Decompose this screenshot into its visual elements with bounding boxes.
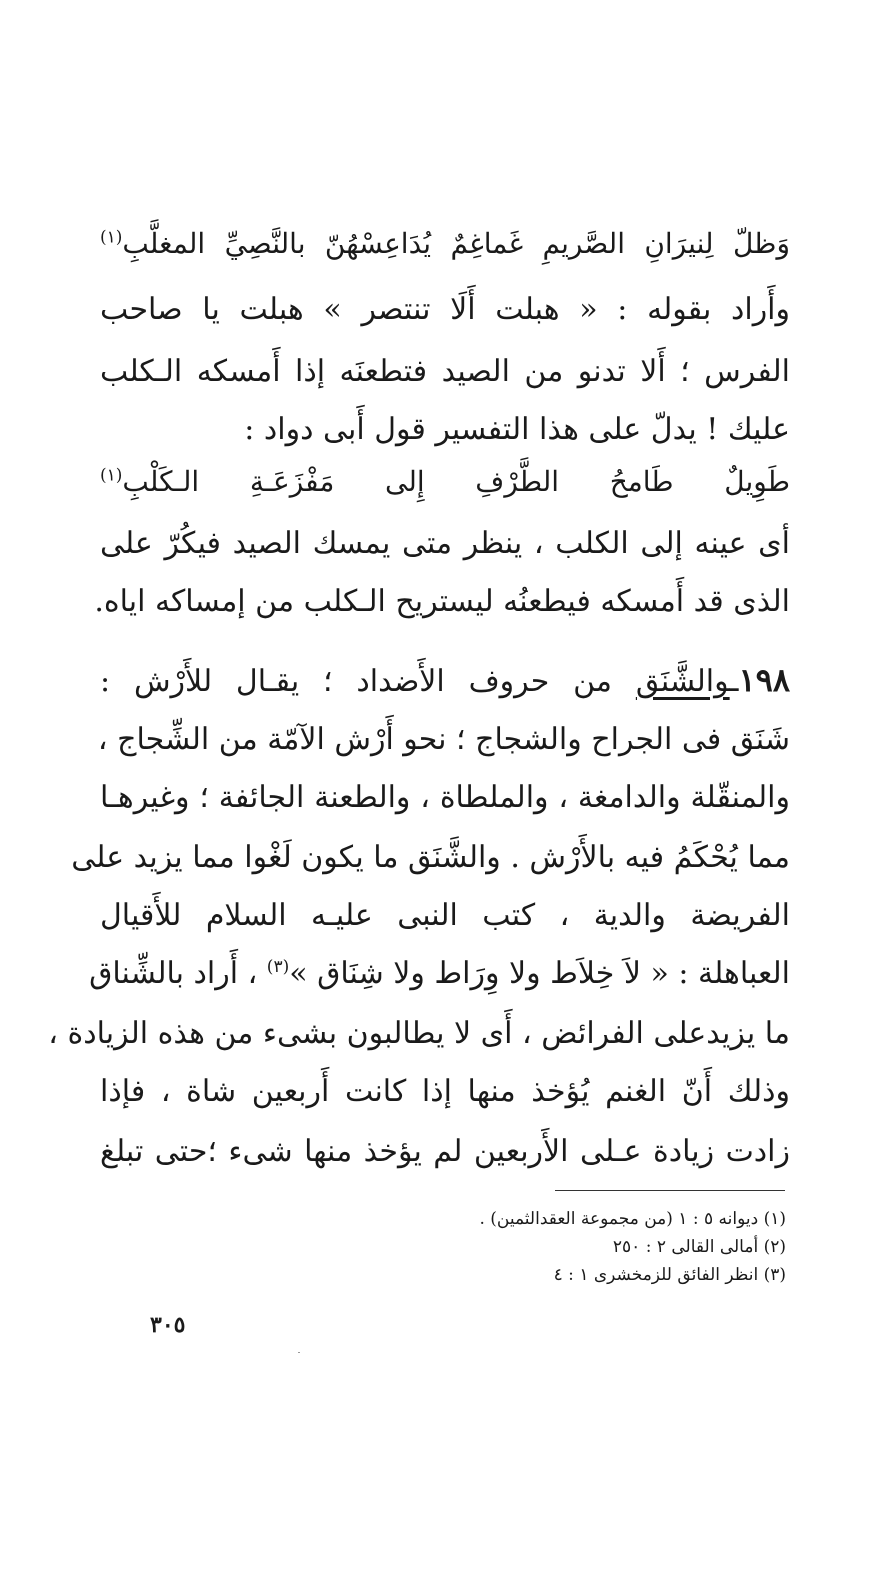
- line-text: مما يُحْكَمُ فيه بالأَرْش . والشَّنَق ما يكون لَغْوا مما يزيد على: [71, 840, 790, 875]
- text-line: [97, 718, 790, 762]
- line-text: الفرس ؛ أَلا تدنو من الصيد فتطعنَه إذا أَمسكه الـكلب: [100, 354, 790, 389]
- line-text: وأَراد بقوله : « هبلت أَلَا تنتصر » هبلت يا صاحب: [100, 292, 790, 327]
- text-line: [89, 952, 790, 996]
- entry-head-word: والشَّنَق: [635, 664, 730, 699]
- verse-line: [100, 222, 790, 266]
- text-line: [100, 1070, 790, 1114]
- line-text: الذى قد أَمسكه فيطعنُه ليستريح الـكلب من إمساكه اياه.: [94, 584, 790, 619]
- line-text: شَنَق فى الجراح والشجاج ؛ نحو أَرْش الآمّة من الشِّجاج ،: [97, 722, 790, 757]
- entry-heading-line: [100, 658, 790, 702]
- footnote-ref: (٣): [266, 957, 290, 977]
- line-text: أى عينه إلى الكلب ، ينظر متى يمسك الصيد فيكُرّ على: [100, 526, 790, 561]
- line-text: الفريضة والدية ، كتب النبى عليـه السلام للأَقيال: [100, 898, 790, 933]
- line-text: عليك ! يدلّ على هذا التفسير قول أَبى دواد :: [244, 412, 790, 447]
- footnote: (٢) أمالى القالى ٢ : ٢٥٠: [612, 1237, 786, 1257]
- text-line: [100, 288, 790, 332]
- entry-dash: ـ: [729, 664, 739, 699]
- text-line: [100, 894, 790, 938]
- line-text: العباهلة : « لاَ خِلاَط ولا وِرَاط ولا شِنَاق »: [289, 956, 790, 991]
- text-line: [100, 776, 790, 820]
- verse-text: وَظلّ لِنيرَانِ الصَّريمِ غَماغِمٌ يُدَاعِسْهُنّ بالنَّصِيِّ المغلَّبِ: [122, 227, 790, 260]
- entry-number: ١٩٨: [738, 661, 790, 699]
- footnote: (٣) انظر الفائق للزمخشرى ١ : ٤: [553, 1265, 786, 1285]
- text-line: [100, 1130, 790, 1174]
- line-text: وذلك أَنّ الغنم يُؤخذ منها إذا كانت أَربعين شاة ، فإذا: [100, 1074, 790, 1109]
- verse-text: طَوِيلٌ طَامحُ الطَّرْفِ إِلى مَفْزَعَـةِ الـكَلْبِ: [122, 465, 790, 498]
- footnote-rule: [555, 1190, 785, 1191]
- line-text: والمنقّلة والدامغة ، والملطاة ، والطعنة الجائفة ؛ وغيرهـا: [100, 780, 790, 815]
- line-text: ما يزيدعلى الفرائض ، أَى لا يطالبون بشىء من هذه الزيادة ،: [48, 1016, 790, 1051]
- text-line: [100, 350, 790, 394]
- verse-line: [100, 460, 790, 504]
- line-text: زادت زيادة عـلى الأَربعين لم يؤخذ منها شىء ؛حتى تبلغ: [100, 1134, 790, 1169]
- text-line: [100, 408, 790, 452]
- line-text-after: ، أَراد بالشِّناق: [89, 956, 267, 991]
- text-line: [100, 522, 790, 566]
- text-line: [71, 836, 790, 880]
- page-number: ٣٠٥: [150, 1312, 186, 1338]
- footnote-ref: (١): [100, 227, 123, 248]
- footnote-ref: (١): [100, 465, 123, 486]
- text-line: [48, 1012, 790, 1056]
- line-text: من حروف الأَضداد ؛ يقـال للأَرْش :: [100, 664, 636, 699]
- text-line: [94, 580, 790, 624]
- scan-speck: [298, 1352, 300, 1353]
- footnote: (١) ديوانه ٥ : ١ (من مجموعة العقدالثمين) .: [479, 1209, 786, 1229]
